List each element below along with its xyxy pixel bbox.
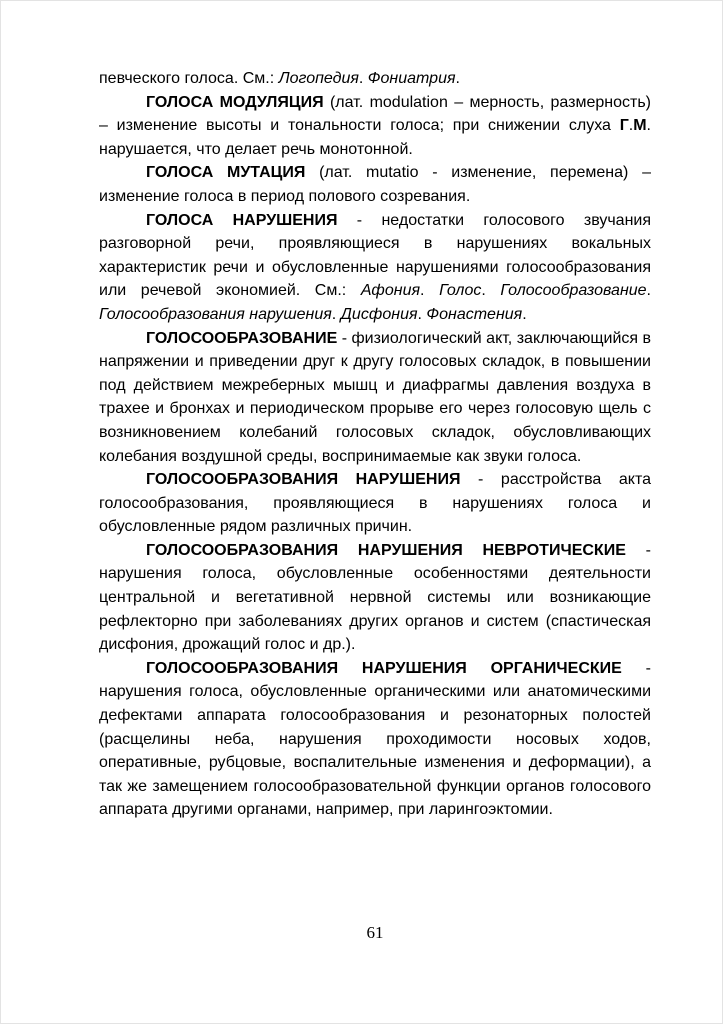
body-text: . [358,70,368,87]
cross-reference: Фонастения [426,305,523,323]
body-text: . [646,282,651,300]
cross-reference: Фониатрия [367,70,456,87]
body-text: . [417,305,427,323]
body-text: . [481,282,501,300]
term-headword: ГОЛОСА МОДУЛЯЦИЯ [146,93,324,111]
term-headword: ГОЛОСООБРАЗОВАНИЯ НАРУШЕНИЯ НЕВРОТИЧЕСКИЕ [146,541,626,559]
term-headword: ГОЛОСА МУТАЦИЯ [146,164,306,182]
body-text: . нарушается, что делает речь монотонной. [99,117,651,158]
body-text: - физиологический акт, заключающийся в напряжении и приведении друг к другу голосовых складок, в повышении под действием межреберных мышц и диафрагмы давления воздуха в трахее и бронхах и периодическом прорыве его через голосовую щель с возникновением колебаний голосовых складок, обусловливающих колебания воздушной среды, воспринимаемые как звуки голоса. [99,329,651,465]
cross-reference: Афония [360,282,421,300]
paragraph [99,209,651,327]
body-text: . [522,305,527,323]
term-headword: М [633,117,647,135]
body-text: (лат. mutatio - изменение, перемена) – изменение голоса в период полового созревания. [99,164,652,205]
cross-reference: Голосообразования нарушения [99,305,332,323]
body-text: - нарушения голоса, обусловленные особенностями деятельности центральной и вегетативной нервной системы или возникающие рефлекторно при заболеваниях других органов и систем (спастическая дисфония, дрожащий голос и др.). [99,541,652,654]
paragraph [99,657,651,822]
body-text: - недостатки голосового звучания разговорной речи, проявляющиеся в нарушениях вокальных характеристик речи и обусловленные нарушениями голосообразования или речевой экономией. См.: [99,211,652,300]
cross-reference: Дисфония [340,305,418,323]
term-headword: ГОЛОСООБРАЗОВАНИЕ [146,329,338,347]
cross-reference: Голосообразование [500,282,647,300]
page-number: 61 [366,923,384,942]
term-headword: ГОЛОСООБРАЗОВАНИЯ НАРУШЕНИЯ ОРГАНИЧЕСКИЕ [146,659,622,677]
cross-reference: Голос [439,282,482,300]
paragraph [99,91,651,162]
term-headword: Г [619,117,629,135]
paragraph [99,67,651,91]
term-headword: ГОЛОСООБРАЗОВАНИЯ НАРУШЕНИЯ [146,471,461,489]
paragraph [99,327,651,469]
paragraph [99,539,651,657]
body-text: - расстройства акта голосообразования, проявляющиеся в нарушениях голоса и обусловленные рядом различных причин. [99,471,652,536]
term-headword: ГОЛОСА НАРУШЕНИЯ [146,211,338,229]
paragraph [99,468,651,539]
cross-reference: Логопедия [278,70,359,87]
text-body [99,67,651,822]
body-text: (лат. modulation – мерность, размерность) – изменение высоты и тональности голоса; при снижении слуха [99,93,651,135]
body-text: певческого голоса. См.: [99,70,279,87]
body-text: . [628,117,634,135]
body-text: . [420,282,440,300]
body-text: . [331,305,341,323]
body-text: . [455,70,460,87]
body-text: - нарушения голоса, обусловленные органическими или анатомическими дефектами аппарата голосообразования и резонаторных полостей (расщелины неба, нарушения проходимости носовых ходов, оперативные, рубцовые, воспалительные изменения и деформации), а так же замещением голосообразовательной функции органов голосового аппарата другими органами, например, при ларингоэктомии. [99,659,651,819]
paragraph [99,161,651,208]
